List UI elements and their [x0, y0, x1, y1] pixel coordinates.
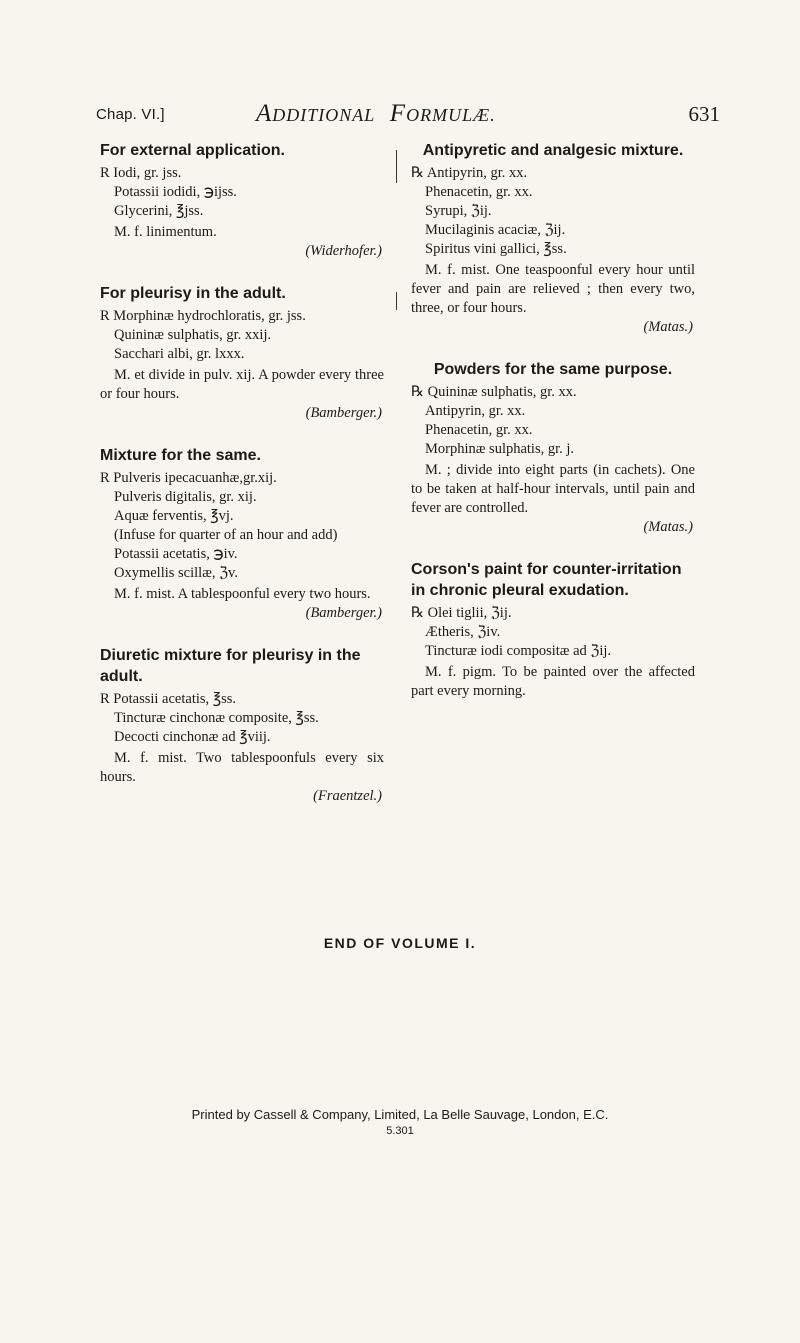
- author-attribution: (Fraentzel.): [313, 788, 382, 804]
- directions-text: M. f. pigm. To be painted over the affected part every morning.: [411, 664, 695, 699]
- prescription-line: Mucilaginis acaciæ, ℨij.: [425, 222, 566, 238]
- prescription-line: Quininæ sulphatis, gr. xxij.: [114, 327, 272, 343]
- running-title: [256, 100, 496, 128]
- formula-section: [100, 283, 384, 423]
- running-title-initial-2: F: [389, 100, 407, 127]
- formula-heading: Corson's paint for counter-irritation in chronic pleural exudation.: [411, 561, 682, 599]
- formula-heading: Antipyretic and analgesic mixture.: [422, 142, 684, 159]
- prescription-line: ℞ Antipyrin, gr. xx.: [411, 165, 528, 181]
- author-attribution: (Widerhofer.): [305, 243, 382, 259]
- directions-text: M. f. linimentum.: [114, 224, 217, 240]
- formula-heading: Mixture for the same.: [100, 447, 261, 464]
- directions-text: M. f. mist. A tablespoonful every two hours.: [114, 586, 371, 602]
- column-rule-mid: [396, 292, 397, 310]
- author-attribution: (Matas.): [643, 319, 693, 335]
- formula-section: [411, 359, 695, 537]
- prescription-line: Decocti cinchonæ ad ℥viij.: [114, 729, 271, 745]
- formula-section: [411, 559, 695, 701]
- prescription-line: Morphinæ sulphatis, gr. j.: [425, 441, 575, 457]
- formula-heading: For external application.: [100, 142, 285, 159]
- author-attribution: (Matas.): [643, 519, 693, 535]
- prescription-line: Ætheris, ℨiv.: [425, 624, 501, 640]
- directions-text: M. ; divide into eight parts (in cachets). One to be taken at half-hour intervals, until pain and fever are controlled.: [411, 462, 695, 516]
- formula-section: [100, 645, 384, 806]
- prescription-line: Syrupi, ℨij.: [425, 203, 492, 219]
- running-title-word-1: DDITIONAL: [272, 105, 376, 125]
- prescription-line: Tincturæ cinchonæ composite, ℥ss.: [114, 710, 319, 726]
- chapter-label: Chap. VI.]: [96, 106, 165, 123]
- printer-imprint: [0, 1106, 800, 1140]
- prescription-line: Phenacetin, gr. xx.: [425, 184, 533, 200]
- prescription-line: Potassii acetatis, ℈iv.: [114, 546, 238, 562]
- prescription-line: Glycerini, ℥jss.: [114, 203, 204, 219]
- prescription-line: Potassii iodidi, ℈ijss.: [114, 184, 237, 200]
- prescription-line: R Morphinæ hydrochloratis, gr. jss.: [100, 308, 306, 324]
- running-head: [96, 100, 720, 130]
- prescription-line: Oxymellis scillæ, ℨv.: [114, 565, 238, 581]
- prescription-line: ℞ Quininæ sulphatis, gr. xx.: [411, 384, 577, 400]
- prescription-line: Sacchari albi, gr. lxxx.: [114, 346, 245, 362]
- running-title-word-2: ORMULÆ.: [406, 105, 496, 125]
- column-rule-top: [396, 150, 397, 183]
- formula-section: [100, 140, 384, 261]
- right-column: [411, 140, 695, 723]
- prescription-line: R Potassii acetatis, ℥ss.: [100, 691, 237, 707]
- formula-heading: Diuretic mixture for pleurisy in the adult.: [100, 647, 361, 685]
- directions-text: M. f. mist. One teaspoonful every hour until fever and pain are relieved ; then every two, three, or four hours.: [411, 262, 695, 316]
- author-attribution: (Bamberger.): [305, 605, 382, 621]
- prescription-line: Spiritus vini gallici, ℥ss.: [425, 241, 567, 257]
- formula-section: [411, 140, 695, 337]
- formula-section: [100, 445, 384, 623]
- directions-text: M. f. mist. Two tablespoonfuls every six hours.: [100, 750, 384, 785]
- prescription-line: ℞ Olei tiglii, ℨij.: [411, 605, 512, 621]
- imprint-line: Printed by Cassell & Company, Limited, La Belle Sauvage, London, E.C.: [191, 1107, 609, 1122]
- prescription-line: R Iodi, gr. jss.: [100, 165, 182, 181]
- prescription-line: Antipyrin, gr. xx.: [425, 403, 526, 419]
- author-attribution: (Bamberger.): [305, 405, 382, 421]
- prescription-line: Tincturæ iodi compositæ ad ℨij.: [425, 643, 612, 659]
- prescription-line: Aquæ ferventis, ℥vj.: [114, 508, 234, 524]
- formula-heading: Powders for the same purpose.: [433, 361, 673, 378]
- prescription-line: (Infuse for quarter of an hour and add): [114, 527, 338, 543]
- prescription-line: Pulveris digitalis, gr. xij.: [114, 489, 257, 505]
- imprint-code: 5.301: [386, 1125, 414, 1137]
- end-of-volume-note: END OF VOLUME I.: [323, 935, 477, 951]
- running-title-initial-1: A: [256, 100, 273, 127]
- page-number: 631: [688, 102, 720, 126]
- formula-heading: For pleurisy in the adult.: [100, 285, 286, 302]
- prescription-line: R Pulveris ipecacuanhæ,gr.xij.: [100, 470, 277, 486]
- left-column: [100, 140, 384, 828]
- prescription-line: Phenacetin, gr. xx.: [425, 422, 533, 438]
- directions-text: M. et divide in pulv. xij. A powder every three or four hours.: [100, 367, 384, 402]
